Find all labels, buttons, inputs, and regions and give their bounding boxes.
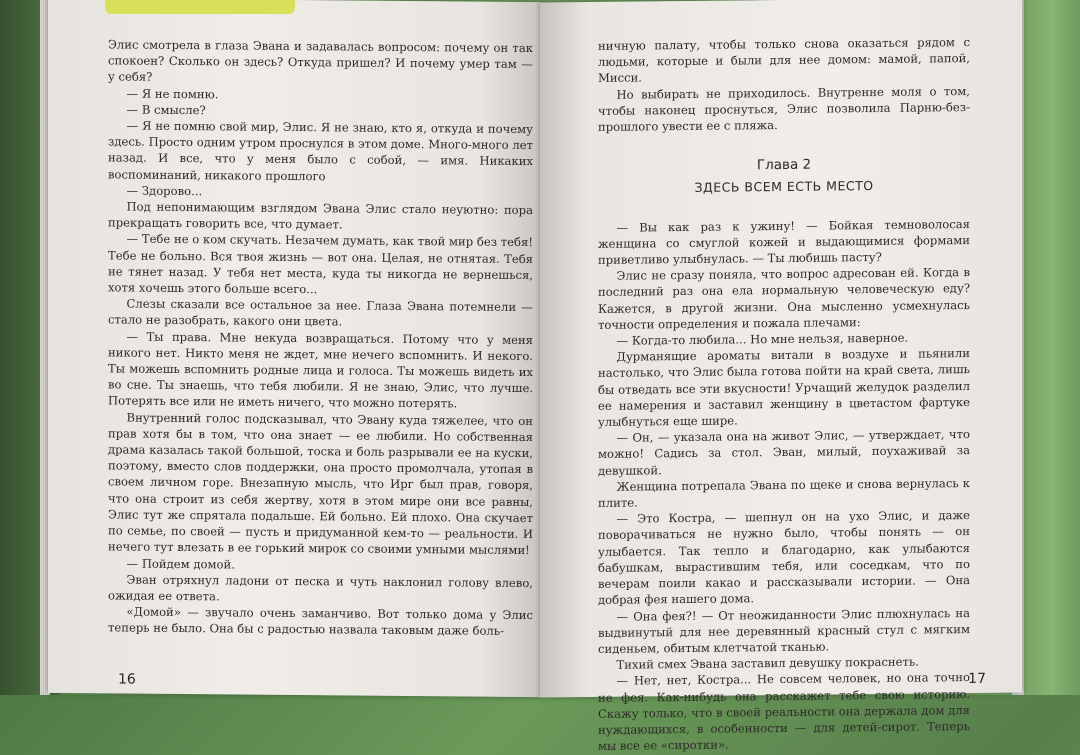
paragraph: — Вы как раз к ужину! — Бойкая темноволосая женщина со смуглой кожей и выдающимися формами приветливо улыбнулась. — Ты любишь пасту? — [598, 216, 970, 267]
paragraph: «Домой» — звучало очень заманчиво. Вот только дома у Элис теперь не было. Она бы с радостью назвала таковым даже боль- — [108, 604, 533, 639]
paragraph: ничную палату, чтобы только снова оказаться рядом с людьми, которые и были для нее домом: мамой, папой, Мисси. — [598, 35, 970, 86]
paragraph: Элис не сразу поняла, что вопрос адресован ей. Когда в последний раз она ела нормальную человеческую еду? Кажется, в другой жизни. Она мысленно усмехнулась точности определения и пожала плечами: — [598, 265, 970, 332]
right-page-text — [598, 34, 970, 754]
bookmark-ribbon — [105, 0, 295, 14]
paragraph: — Пойдем домой. — [126, 556, 235, 571]
paragraph: — Я не помню. — [126, 86, 219, 101]
paragraph: — Тебе не о ком скучать. Незачем думать, как твой мир без тебя! Тебе не больно. Вся твоя жизнь — вот она. Целая, не отнятая. Тебя не тянет назад. У тебя нет места, куда ты никогда не вернешься, хотя хочешь этого больше всего... — [108, 231, 533, 297]
chapter-title: Глава 2 — [756, 156, 812, 174]
left-page — [48, 0, 540, 697]
open-book — [40, 0, 1022, 754]
page-number-left: 16 — [118, 671, 136, 688]
left-page-text — [108, 36, 533, 639]
paragraph: Тихий смех Эвана заставил девушку покраснеть. — [616, 654, 919, 672]
paragraph: Эван отряхнул ладони от песка и чуть наклонил голову влево, ожидая ее ответа. — [108, 572, 533, 604]
paragraph: — Здорово... — [126, 183, 203, 199]
chapter-subtitle: ЗДЕСЬ ВСЕМ ЕСТЬ МЕСТО — [694, 178, 874, 196]
right-page — [540, 0, 1022, 754]
paragraph: Под непонимающим взглядом Эвана Элис стало неуютно: пора прекращать говорить все, что думает. — [108, 199, 533, 232]
paragraph: — Когда-то любила... Но мне нельзя, наверное. — [616, 330, 909, 348]
paragraph: — Это Костра, — шепнул он на ухо Элис, и даже поворачиваться не нужно было, чтобы понять — он улыбается. Так тепло и благодарно, как улыбаются бабушкам, вырастившим тебя, или соседкам, что по вечерам поили какао и рассказывали истории. — Она добрая фея нашего дома. — [598, 508, 970, 608]
paragraph: Но выбирать не приходилось. Внутренне моля о том, чтобы наконец проснуться, Элис позволила Парню-без-прошлого увести ее с пляжа. — [598, 83, 970, 134]
paragraph: Женщина потрепала Эвана по щеке и снова вернулась к плите. — [598, 475, 970, 510]
paragraph: — Он, — указала она на живот Элис, — утверждает, что можно! Садись за стол. Эван, милый, поухаживай за девушкой. — [598, 427, 970, 478]
paragraph: Дурманящие ароматы витали в воздухе и пьянили настолько, что Элис была готова пойти на край света, лишь бы отведать все эти вкусности! Урчащий желудок разделил ее намерения и заставил женщину в цветастом фартуке улыбнуться еще шире. — [598, 346, 970, 429]
paragraph: — Она фея?! — От неожиданности Элис плюхнулась на выдвинутый для нее деревянный красный стул с мягким сиденьем, обитым клетчатой тканью. — [598, 605, 970, 656]
paragraph: — Ты права. Мне некуда возвращаться. Потому что у меня никого нет. Никто меня не ждет, мне нечего вспомнить. И некого. Ты можешь вспомнить родные лица и голоса. Ты можешь видеть их во сне. Ты знаешь, что тебя любили. Я не знаю, Элис, что лучше. Потерять все или не иметь ничего, что можно потерять. — [108, 329, 533, 411]
paragraph: — В смысле? — [126, 102, 206, 118]
page-number-right: 17 — [968, 670, 986, 688]
paragraph: Внутренний голос подсказывал, что Эвану куда тяжелее, что он прав хотя бы в том, что она знает — ее любили. Но собственная драма казалась такой большой, тоска и боль разрывали ее на куски, поэтому, вместо слов поддержки, она просто промолчала, утопая в своем личном горе. Внезапную мысль, что Ирг был прав, говоря, что она строит из себя жертву, хотя в этом мире они все равны, Элис тут же спрятала подальше. Ей больно. Ей плохо. Она скучает по семье, по своей — пусть и придуманной кем-то — реальности. И нечего тут влезать в ее горький мирок со своими умными мыслями! — [108, 410, 533, 558]
paragraph: — Нет, нет, Костра... Не совсем человек, но она точно не фея. Как-нибудь она расскажет тебе свою историю. Скажу только, что в своей реальности она держала дом для нуждающихся, в особенности — для детей-сирот. Теперь мы все ее «сиротки». — [598, 670, 970, 754]
paragraph: Слезы сказали все остальное за нее. Глаза Эвана потемнели — стало не разобрать, какого они цвета. — [108, 296, 533, 329]
paragraph: — Я не помню свой мир, Элис. Я не знаю, кто я, откуда и почему здесь. Просто одним утром проснулся в этом доме. Много-много лет назад. И все, что у меня было с собой, — имя. Никаких воспоминаний, никакого прошлого — [108, 118, 533, 183]
paragraph: Элис смотрела в глаза Эвана и задавалась вопросом: почему он так спокоен? Сколько он здесь? Откуда пришел? И почему умер там — у себя? — [108, 37, 533, 85]
